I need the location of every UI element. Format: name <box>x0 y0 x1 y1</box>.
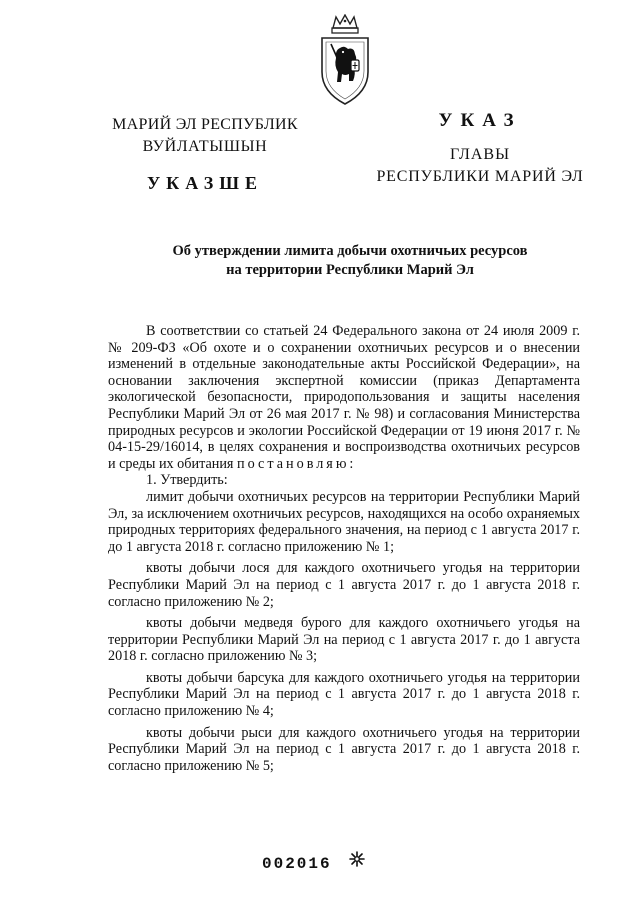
header-left-line-2: ВУЙЛАТЫШЫН <box>142 138 268 155</box>
intro-text: В соответствии со статьей 24 Федерального закона от 24 июля 2009 г. № 209-ФЗ «Об охоте и о сохранении охотничьих ресурсов и о внесении изменений в отдельные законодательные акты Российской Федерации», на основании заключения экспертной комиссии (приказ Департамента экологической безопасности, природопользования и защиты населения Республики Марий Эл от 26 мая 2017 г. № 98) и согласования Министерства природных ресурсов и экологии Российской Федерации от 19 июня 2017 г. № 04-15-29/16014, в целях сохранения и воспроизводства охотничьих ресурсов и среды их обитания <box>108 323 580 472</box>
quota-badger-paragraph: квоты добычи барсука для каждого охотничьего угодья на территории Республики Марий Эл на период с 1 августа 2017 г. до 1 августа 2018 г. согласно приложению № 4; <box>108 669 580 720</box>
intro-paragraph <box>108 323 580 472</box>
header-right-line-3: РЕСПУБЛИКИ МАРИЙ ЭЛ <box>376 168 584 185</box>
limit-paragraph: лимит добычи охотничьих ресурсов на территории Республики Марий Эл, за исключением охотничьих ресурсов, находящихся на особо охраняемых природных территориях федерального значения, на период с 1 августа 2017 г. до 1 августа 2018 г. согласно приложению № 1; <box>108 488 580 555</box>
header-right-line-2: ГЛАВЫ <box>449 146 511 163</box>
header-left-mari <box>100 114 310 194</box>
document-title-line-2: на территории Республики Марий Эл <box>226 262 474 278</box>
item-1-paragraph: 1. Утвердить: <box>146 472 228 489</box>
header-left-line-1: МАРИЙ ЭЛ РЕСПУБЛИК <box>112 116 298 133</box>
document-title <box>100 242 600 280</box>
header-right-title: УКАЗ <box>438 110 522 131</box>
quota-bear-paragraph: квоты добычи медведя бурого для каждого охотничьего угодья на территории Республики Марий Эл на период с 1 августа 2017 г. до 1 августа 2018 г. согласно приложению № 3; <box>108 615 580 665</box>
decree-word: постановляю: <box>237 455 357 472</box>
header-right-russian <box>360 110 600 188</box>
quota-moose-paragraph: квоты добычи лося для каждого охотничьего угодья на территории Республики Марий Эл на период с 1 августа 2017 г. до 1 августа 2018 г. согласно приложению № 2; <box>108 560 580 610</box>
header-left-title: УКАЗШЕ <box>146 173 264 193</box>
document-number: 002016 <box>262 855 332 873</box>
quota-lynx-paragraph: квоты добычи рыси для каждого охотничьего угодья на территории Республики Марий Эл на период с 1 августа 2017 г. до 1 августа 2018 г. согласно приложению № 5; <box>108 724 580 774</box>
document-body <box>108 323 580 774</box>
coat-of-arms-icon <box>318 14 372 106</box>
document-title-line-1: Об утверждении лимита добычи охотничьих ресурсов <box>172 243 528 259</box>
asterisk-icon <box>348 850 366 868</box>
